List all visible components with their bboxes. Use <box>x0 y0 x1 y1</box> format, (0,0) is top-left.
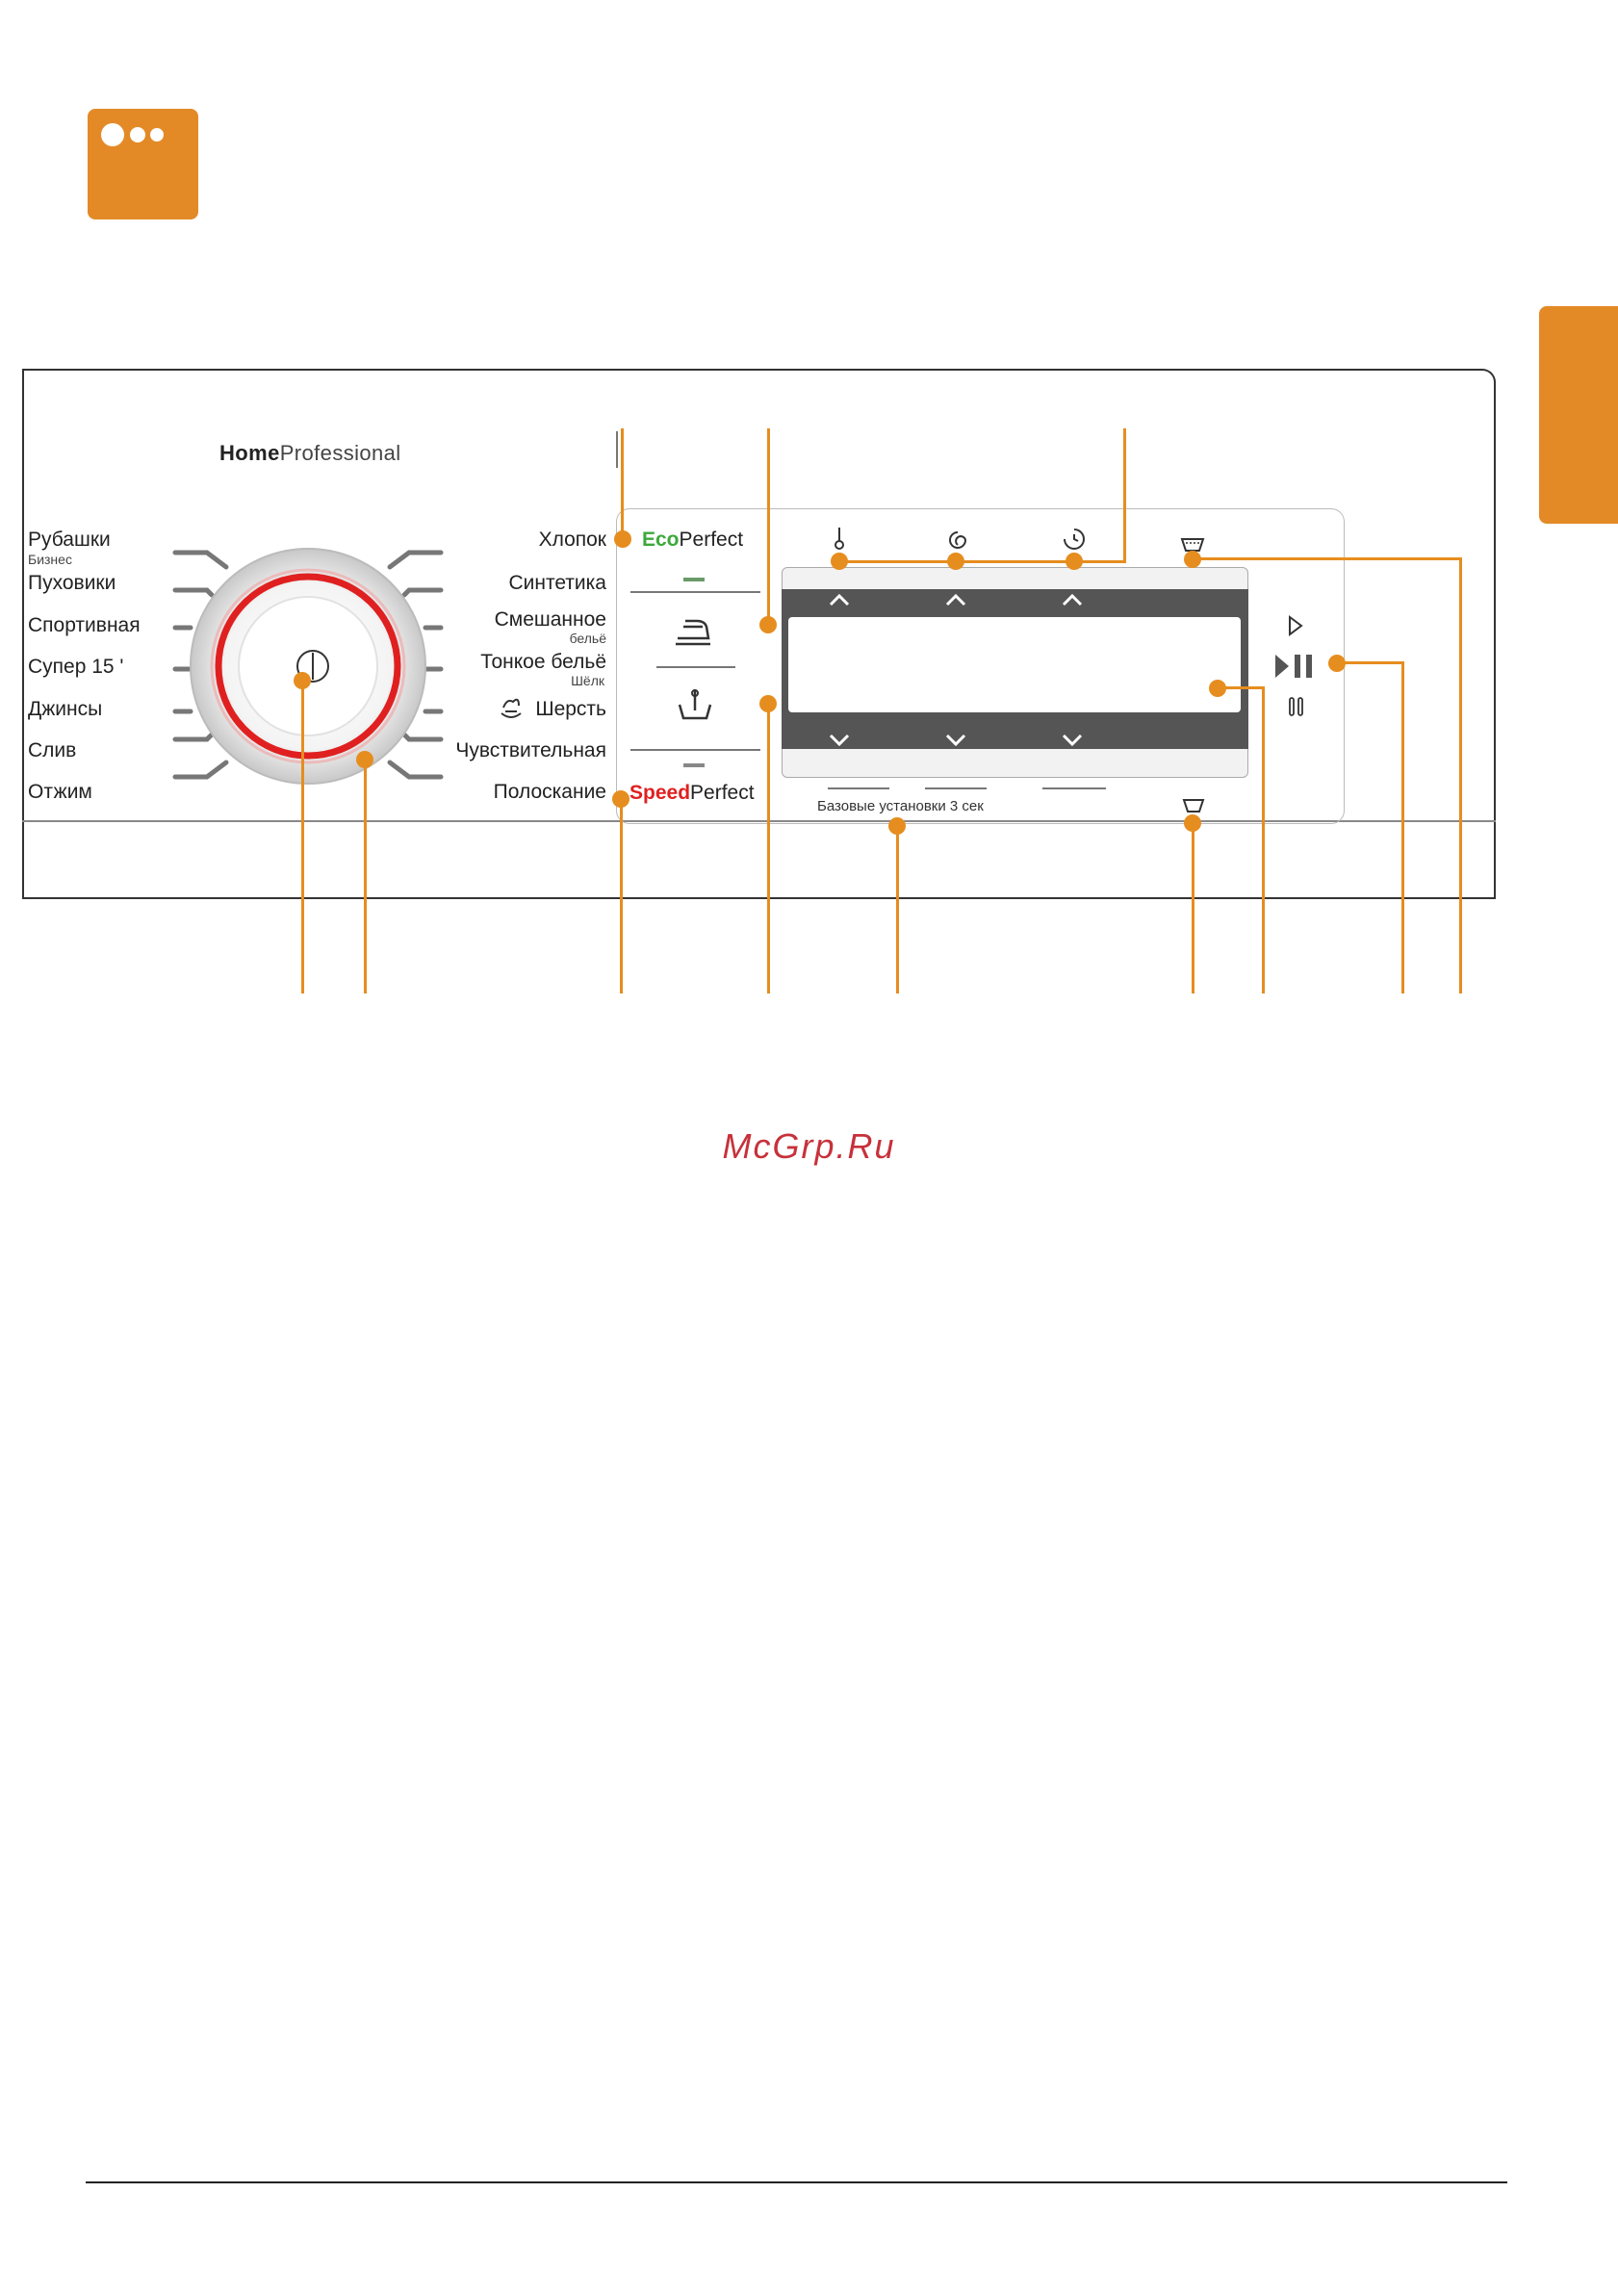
spin-down-button[interactable] <box>944 728 967 755</box>
temperature-up-button[interactable] <box>828 587 851 614</box>
timer-down-button[interactable] <box>1061 728 1084 755</box>
program-label-synthetics: Синтетика <box>508 572 606 594</box>
callout-dot <box>831 553 848 570</box>
section-icon <box>88 109 198 219</box>
callout-line <box>839 560 1126 563</box>
panel-bottom-edge <box>22 897 1496 899</box>
callout-line <box>1262 686 1265 993</box>
callout-line <box>1336 661 1403 664</box>
separator <box>828 787 889 789</box>
callout-dot <box>1209 680 1226 697</box>
start-pause-button[interactable] <box>1273 651 1318 686</box>
program-label-sport: Спортивная <box>28 614 141 636</box>
callout-line <box>621 428 624 539</box>
temperature-down-button[interactable] <box>828 728 851 755</box>
callout-line <box>1194 557 1461 560</box>
display-screen <box>788 617 1241 712</box>
footer-rule <box>86 2181 1507 2183</box>
watermark: McGrp.Ru <box>722 1126 896 1166</box>
program-dial[interactable] <box>164 535 452 805</box>
speed-perfect-label: SpeedPerfect <box>629 782 755 804</box>
callout-line <box>301 680 304 993</box>
program-label-shirts: Рубашки <box>28 529 111 551</box>
program-label-super15: Супер 15 ' <box>28 656 124 678</box>
program-sublabel-business: Бизнес <box>28 552 72 567</box>
callout-line <box>1123 428 1126 563</box>
program-label-sensitive: Чувствительная <box>455 739 606 761</box>
callout-dot <box>1066 553 1083 570</box>
callout-line <box>1401 661 1404 993</box>
callout-dot <box>356 751 373 768</box>
program-label-wool: Шерсть <box>535 698 606 720</box>
basic-settings-label: Базовые установки 3 сек <box>817 798 984 814</box>
callout-dot <box>1184 551 1201 568</box>
callout-line <box>767 428 770 626</box>
callout-line <box>620 798 623 993</box>
separator <box>925 787 987 789</box>
spin-up-button[interactable] <box>944 587 967 614</box>
program-label-delicates: Тонкое бельё <box>480 651 606 673</box>
program-sublabel-mixed: бельё <box>569 631 606 646</box>
callout-line <box>896 824 899 993</box>
wool-handwash-icon <box>498 694 525 726</box>
side-tab <box>1539 306 1618 524</box>
callout-line <box>1459 557 1462 993</box>
program-label-down: Пуховики <box>28 572 116 594</box>
program-label-spin: Отжим <box>28 781 92 803</box>
program-label-cotton: Хлопок <box>538 529 606 551</box>
program-label-jeans: Джинсы <box>28 698 103 720</box>
callout-line <box>364 759 367 993</box>
callout-dot <box>614 530 631 548</box>
callout-dot <box>612 790 629 808</box>
start-icon <box>1286 614 1305 642</box>
callout-line <box>767 703 770 993</box>
temperature-icon <box>832 526 847 555</box>
eco-perfect-label: EcoPerfect <box>642 529 744 551</box>
program-label-rinse: Полоскание <box>493 781 606 803</box>
brand-divider <box>616 431 618 468</box>
timer-up-button[interactable] <box>1061 587 1084 614</box>
callout-dot <box>294 672 311 689</box>
callout-line <box>1192 821 1194 993</box>
callout-dot <box>759 695 777 712</box>
callout-dot <box>947 553 964 570</box>
pause-icon <box>1287 695 1306 723</box>
brand-logo: HomeProfessional <box>219 441 401 465</box>
separator <box>1042 787 1106 789</box>
callout-dot <box>1328 655 1346 672</box>
program-label-mixed: Смешанное <box>494 608 606 631</box>
program-label-drain: Слив <box>28 739 77 761</box>
callout-dot <box>759 616 777 633</box>
callout-dot <box>1184 814 1201 832</box>
callout-dot <box>888 817 906 835</box>
program-sublabel-silk: Шёлк <box>571 673 604 688</box>
